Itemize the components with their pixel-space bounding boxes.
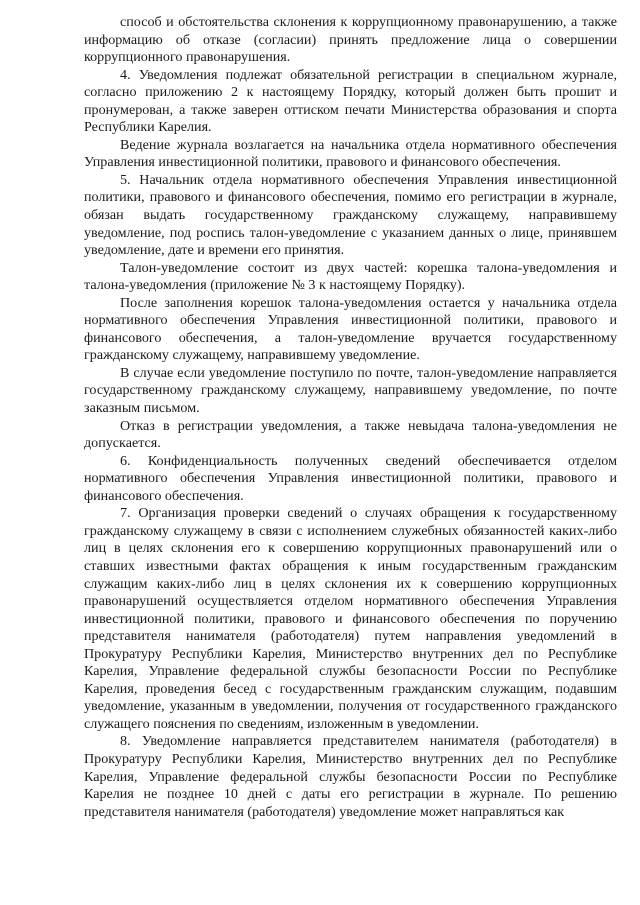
document-page	[84, 14, 617, 821]
paragraph-talon-parts: Талон-уведомление состоит из двух частей: корешка талона-уведомления и талона-уведомления (приложение № 3 к настоящему Порядку).	[84, 259, 617, 294]
paragraph-after-filling: После заполнения корешок талона-уведомления остается у начальника отдела нормативного обеспечения Управления инвестиционной политики, правового и финансового обеспечения, а талон-уведомление вручается государственному гражданскому служащему, направившему уведомление.	[84, 294, 617, 364]
paragraph-item-4: 4. Уведомления подлежат обязательной регистрации в специальном журнале, согласно приложению 2 к настоящему Порядку, который должен быть прошит и пронумерован, а также заверен оттиском печати Министерства образования и спорта Республики Карелия.	[84, 66, 617, 136]
paragraph-journal: Ведение журнала возлагается на начальника отдела нормативного обеспечения Управления инвестиционной политики, правового и финансового обеспечения.	[84, 136, 617, 171]
paragraph-item-8: 8. Уведомление направляется представителем нанимателя (работодателя) в Прокуратуру Республики Карелия, Министерство внутренних дел по Республике Карелия, Управление федеральной службы безопасности России по Республике Карелия не позднее 10 дней с даты его регистрации в журнале. По решению представителя нанимателя (работодателя) уведомление может направляться как	[84, 733, 617, 820]
paragraph-by-mail: В случае если уведомление поступило по почте, талон-уведомление направляется государственному гражданскому служащему, направившему уведомление, по почте заказным письмом.	[84, 364, 617, 417]
paragraph-item-7: 7. Организация проверки сведений о случаях обращения к государственному гражданскому служащему в связи с исполнением служебных обязанностей каких-либо лиц в целях склонения его к совершению коррупционных правонарушений или о ставших известными фактах обращения к иным государственным гражданским служащим каких-либо лиц в целях склонения их к совершению коррупционных правонарушений осуществляется отделом нормативного обеспечения Управления инвестиционной политики, правового и финансового обеспечения по поручению представителя нанимателя (работодателя) путем направления уведомлений в Прокуратуру Республики Карелия, Министерство внутренних дел по Республике Карелия, Управление федеральной службы безопасности России по Республике Карелия, проведения бесед с государственным гражданским служащим, подавшим уведомление, указанным в уведомлении, получения от государственного гражданского служащего пояснения по сведениям, изложенным в уведомлении.	[84, 505, 617, 732]
paragraph-refusal: Отказ в регистрации уведомления, а также невыдача талона-уведомления не допускается.	[84, 417, 617, 452]
paragraph-item-6: 6. Конфиденциальность полученных сведений обеспечивается отделом нормативного обеспечения Управления инвестиционной политики, правового и финансового обеспечения.	[84, 452, 617, 504]
paragraph-item-5: 5. Начальник отдела нормативного обеспечения Управления инвестиционной политики, правового и финансового обеспечения, помимо его регистрации в журнале, обязан выдать государственному гражданскому служащему, направившему уведомление, под роспись талон-уведомление с указанием данных о лице, принявшем уведомление, дате и времени его принятия.	[84, 171, 617, 259]
paragraph-intro-continuation: способ и обстоятельства склонения к коррупционному правонарушению, а также информацию об отказе (согласии) принять предложение лица о совершении коррупционного правонарушения.	[84, 14, 617, 66]
